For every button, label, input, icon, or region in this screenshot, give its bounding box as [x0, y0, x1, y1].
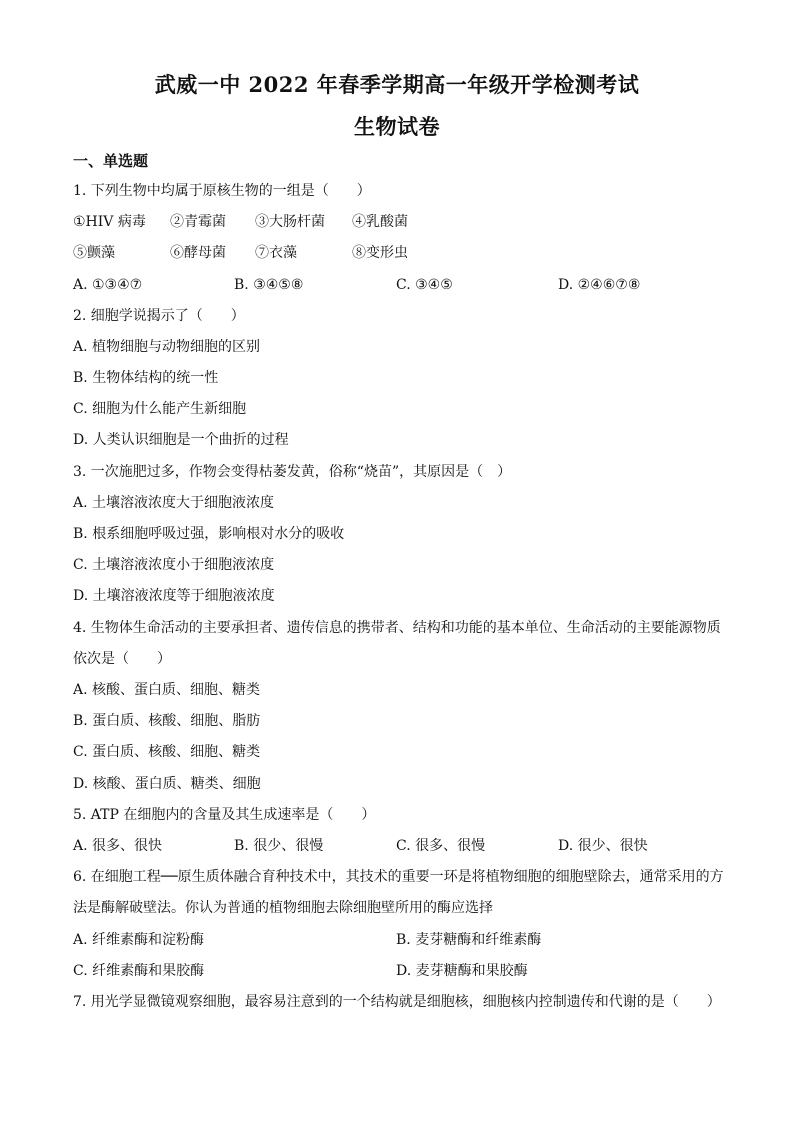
q5-option-c: C. 很多、很慢: [396, 838, 486, 854]
q3-option-d: D. 土壤溶液浓度等于细胞液浓度: [73, 588, 275, 604]
q4-option-c: C. 蛋白质、核酸、细胞、糖类: [73, 744, 261, 760]
q2-option-a: A. 植物细胞与动物细胞的区别: [73, 339, 261, 355]
q6-option-a: A. 纤维素酶和淀粉酶: [73, 932, 205, 948]
q1-item-5: ⑤颤藻: [73, 245, 115, 261]
q6-option-b: B. 麦芽糖酶和纤维素酶: [396, 932, 542, 948]
section-heading: 一、单选题: [73, 152, 149, 170]
q3-option-b: B. 根系细胞呼吸过强，影响根对水分的吸收: [73, 526, 345, 542]
q1-option-a: A. ①③④⑦: [73, 277, 143, 293]
question-4-stem-line-1: 4. 生物体生命活动的主要承担者、遗传信息的携带者、结构和功能的基本单位、生命活动的主要能源物质: [73, 620, 721, 636]
question-5-stem: 5. ATP 在细胞内的含量及其生成速率是（ ）: [73, 807, 376, 823]
question-6-stem-line-2: 法是酶解破壁法。你认为普通的植物细胞去除细胞壁所用的酶应选择: [73, 900, 493, 916]
q4-option-d: D. 核酸、蛋白质、糖类、细胞: [73, 776, 261, 792]
q1-item-1: ①HIV 病毒: [73, 214, 146, 230]
q2-option-b: B. 生物体结构的统一性: [73, 370, 219, 386]
question-4-stem-line-2: 依次是（ ）: [73, 651, 171, 667]
question-7-stem: 7. 用光学显微镜观察细胞，最容易注意到的一个结构就是细胞核，细胞核内控制遗传和代谢的是（ ）: [73, 994, 721, 1010]
q1-option-b: B. ③④⑤⑧: [234, 277, 304, 293]
q3-option-c: C. 土壤溶液浓度小于细胞液浓度: [73, 557, 275, 573]
q6-option-c: C. 纤维素酶和果胶酶: [73, 963, 205, 979]
q1-item-3: ③大肠杆菌: [255, 214, 325, 230]
q2-option-c: C. 细胞为什么能产生新细胞: [73, 401, 247, 417]
question-1-stem: 1. 下列生物中均属于原核生物的一组是（ ）: [73, 183, 371, 199]
q1-item-4: ④乳酸菌: [352, 214, 408, 230]
q3-option-a: A. 土壤溶液浓度大于细胞液浓度: [73, 495, 275, 511]
q5-option-d: D. 很少、很快: [558, 838, 648, 854]
q1-item-7: ⑦衣藻: [255, 245, 297, 261]
q1-option-d: D. ②④⑥⑦⑧: [558, 277, 641, 293]
q6-option-d: D. 麦芽糖酶和果胶酶: [396, 963, 528, 979]
q4-option-b: B. 蛋白质、核酸、细胞、脂肪: [73, 713, 261, 729]
q1-item-6: ⑥酵母菌: [170, 245, 226, 261]
q1-option-c: C. ③④⑤: [396, 277, 453, 293]
q2-option-d: D. 人类认识细胞是一个曲折的过程: [73, 432, 289, 448]
question-3-stem: 3. 一次施肥过多，作物会变得枯萎发黄，俗称“烧苗”，其原因是（ ）: [73, 464, 512, 480]
q5-option-b: B. 很少、很慢: [234, 838, 324, 854]
exam-title: 武威一中 2022 年春季学期高一年级开学检测考试: [154, 72, 640, 97]
question-2-stem: 2. 细胞学说揭示了（ ）: [73, 308, 245, 324]
q1-item-2: ②青霉菌: [170, 214, 226, 230]
question-6-stem-line-1: 6. 在细胞工程──原生质体融合育种技术中，其技术的重要一环是将植物细胞的细胞壁除去，通常采用的方: [73, 869, 724, 885]
q1-item-8: ⑧变形虫: [352, 245, 408, 261]
exam-subtitle: 生物试卷: [354, 114, 440, 139]
q4-option-a: A. 核酸、蛋白质、细胞、糖类: [73, 682, 261, 698]
q5-option-a: A. 很多、很快: [73, 838, 163, 854]
